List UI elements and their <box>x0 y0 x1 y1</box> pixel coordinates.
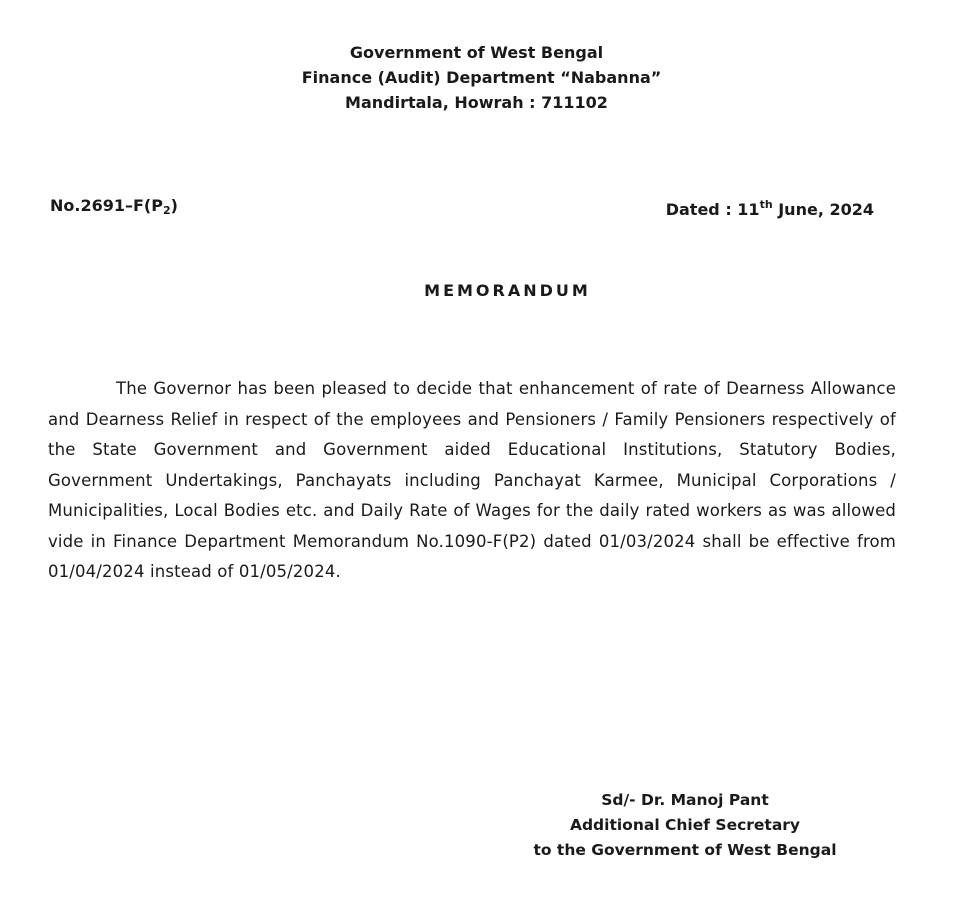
memo-number-suffix: ) <box>170 196 178 215</box>
signatory-name: Sd/- Dr. Manoj Pant <box>601 791 769 809</box>
memo-date-rest: June, 2024 <box>772 200 874 219</box>
letterhead <box>0 40 975 115</box>
letterhead-government: Government of West Bengal <box>349 43 604 62</box>
memo-body: The Governor has been pleased to decide that enhancement of rate of Dearness Allowance and Dearness Relief in respect of the employees and Pensioners / Family Pensioners respectively of the State Government and Government aided Educational Institutions, Statutory Bodies, Government Undertakings, Panchayats including Panchayat Karmee, Municipal Corporations / Municipalities, Local Bodies etc. and Daily Rate of Wages for the daily rated workers as was allowed vide in Finance Department Memorandum No.1090-F(P2) dated 01/03/2024 shall be effective from 01/04/2024 instead of 01/05/2024. <box>48 379 896 581</box>
signatory-office: to the Government of West Bengal <box>533 841 837 859</box>
memo-date-label: Dated : 11 <box>665 200 760 219</box>
memo-title: MEMORANDUM <box>424 281 591 300</box>
signature-block <box>520 788 850 863</box>
memo-number <box>50 196 178 217</box>
memo-date <box>666 198 874 219</box>
signatory-designation: Additional Chief Secretary <box>569 816 801 834</box>
memo-date-ordinal: th <box>759 198 773 211</box>
letterhead-address: Mandirtala, Howrah : 711102 <box>345 93 608 112</box>
memo-number-subscript: 2 <box>162 204 171 217</box>
memo-number-prefix: No.2691–F(P <box>50 196 163 215</box>
letterhead-department: Finance (Audit) Department “Nabanna” <box>301 68 662 87</box>
memo-title-wrapper <box>0 281 975 300</box>
